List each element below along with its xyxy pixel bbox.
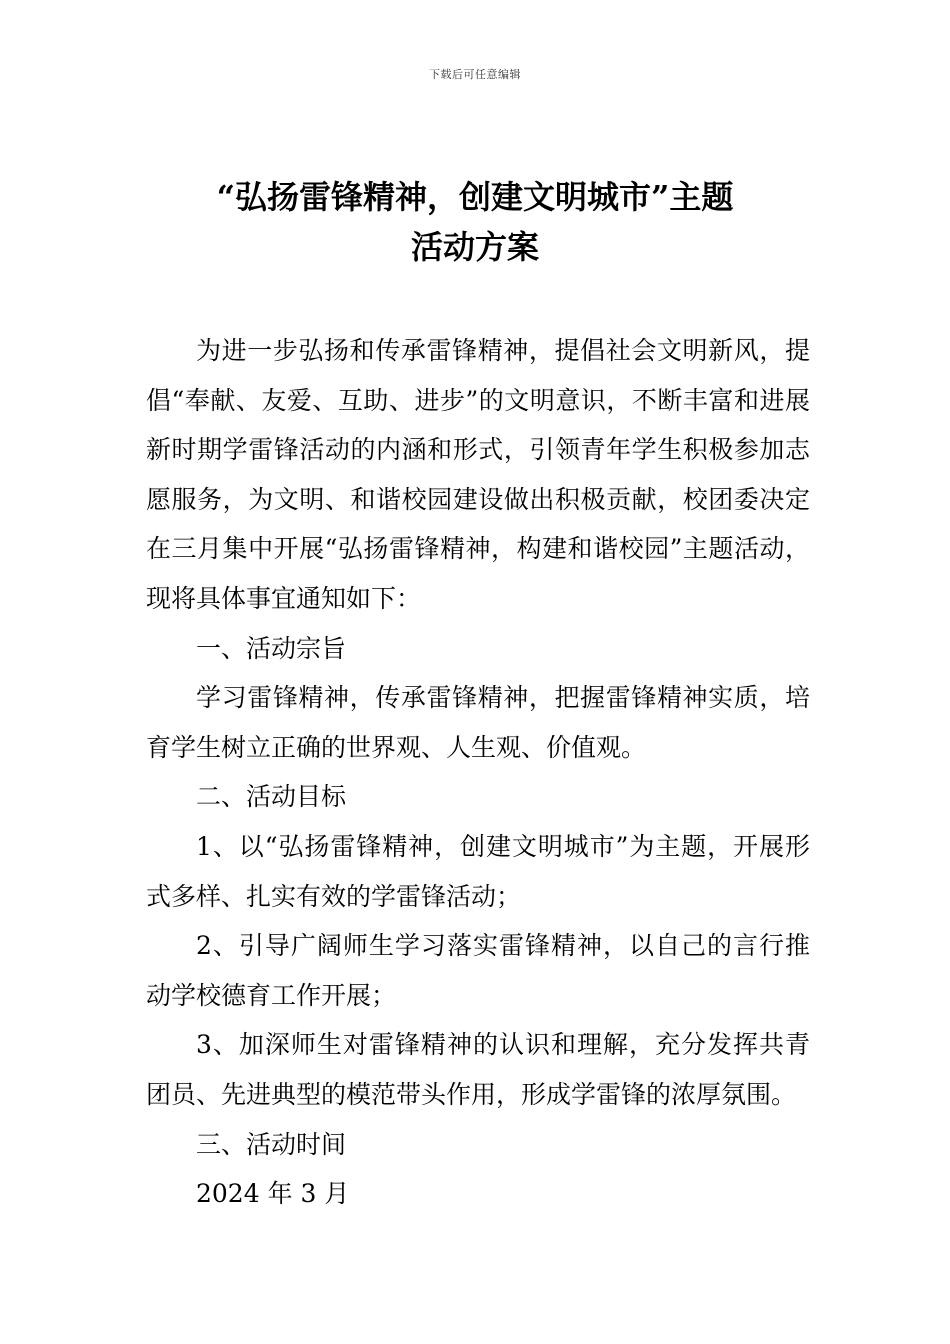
intro-paragraph: 为进一步弘扬和传承雷锋精神，提倡社会文明新风，提倡“奉献、友爱、互助、进步”的文明意识，不断丰富和进展新时期学雷锋活动的内涵和形式，引领青年学生积极参加志愿服务，为文明、和谐校园建设做出积极贡献，校团委决定在三月集中开展“弘扬雷锋精神，构建和谐校园”主题活动，现将具体事宜通知如下： <box>146 336 810 613</box>
purpose-paragraph: 学习雷锋精神，传承雷锋精神，把握雷锋精神实质，培育学生树立正确的世界观、人生观、价值观。 <box>146 683 810 762</box>
section-heading-goals: 二、活动目标 <box>196 782 347 812</box>
title-line-1: “弘扬雷锋精神，创建文明城市”主题 <box>216 178 734 216</box>
section-heading-purpose: 一、活动宗旨 <box>196 633 347 663</box>
document-body <box>146 326 810 1219</box>
activity-time: 2024 年 3 月 <box>196 1179 350 1209</box>
goal-item-3: 3、加深师生对雷锋精神的认识和理解，充分发挥共青团员、先进典型的模范带头作用，形成学雷锋的浓厚氛围。 <box>146 1030 810 1109</box>
document-title <box>100 172 850 272</box>
section-heading-time: 三、活动时间 <box>196 1129 347 1159</box>
goal-item-2: 2、引导广阔师生学习落实雷锋精神，以自己的言行推动学校德育工作开展； <box>146 931 810 1010</box>
goal-item-1: 1、以“弘扬雷锋精神，创建文明城市”为主题，开展形式多样、扎实有效的学雷锋活动； <box>146 831 810 911</box>
title-line-2: 活动方案 <box>410 228 539 266</box>
header-note: 下载后可任意编辑 <box>429 68 521 81</box>
